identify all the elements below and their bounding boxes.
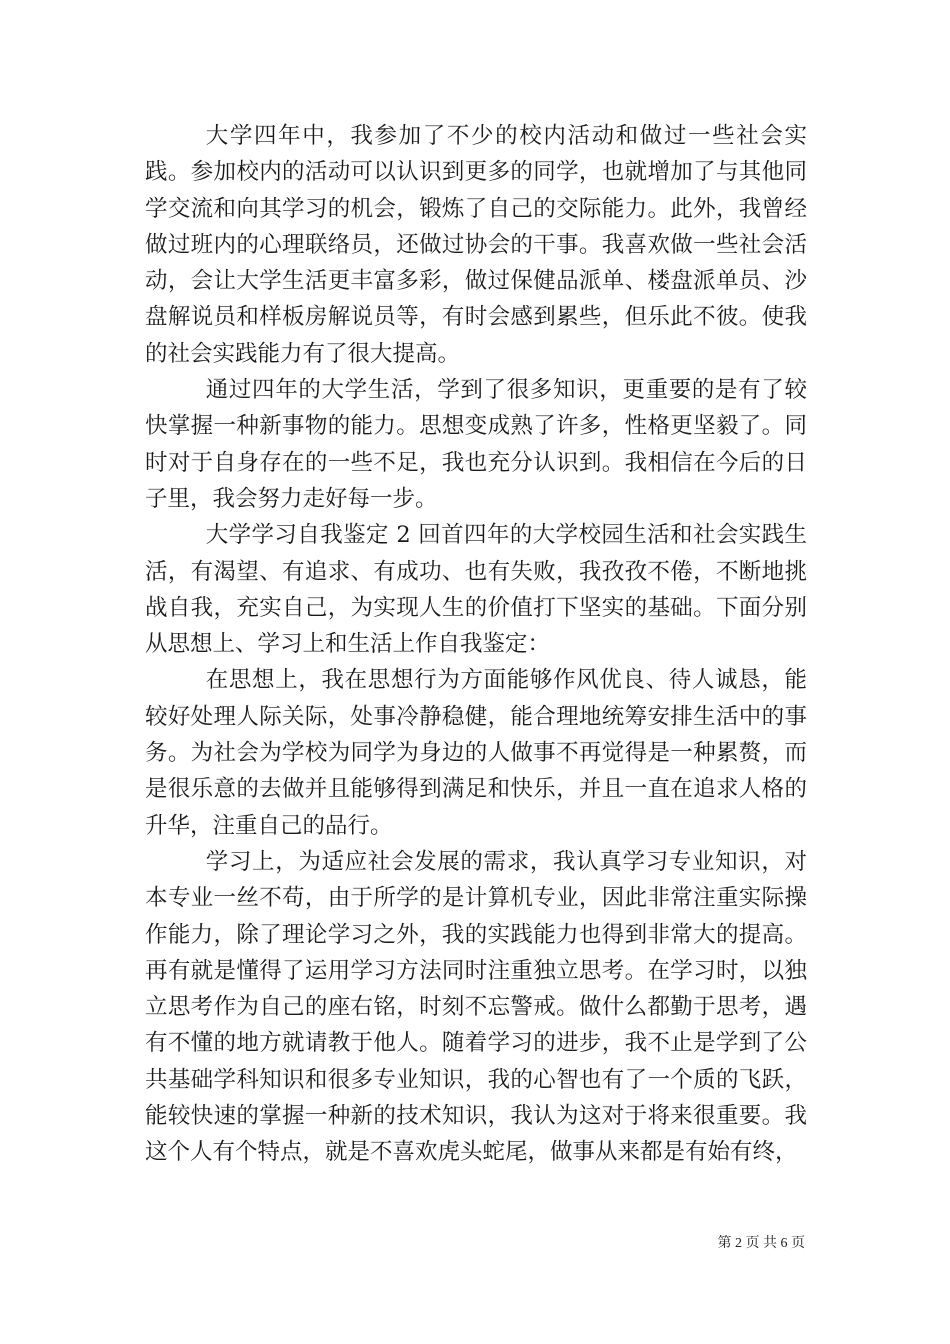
paragraph-growth: 通过四年的大学生活，学到了很多知识，更重要的是有了较快掌握一种新事物的能力。思想变成熟了许多，性格更坚毅了。同时对于自身存在的一些不足，我也充分认识到。我相信在今后的日子里，我会努力走好每一步。 <box>145 377 807 512</box>
paragraph-self-assessment-intro: 大学学习自我鉴定 2 回首四年的大学校园生活和社会实践生活，有渴望、有追求、有成功、也有失败，我孜孜不倦，不断地挑战自我，充实自己，为实现人生的价值打下坚实的基础。下面分别从思想上、学习上和生活上作自我鉴定： <box>145 522 807 658</box>
page-number-footer: 第 2 页 共 6 页 <box>717 1236 805 1251</box>
paragraph-study: 学习上，为适应社会发展的需求，我认真学习专业知识，对本专业一丝不苟，由于所学的是计算机专业，因此非常注重实际操作能力，除了理论学习之外，我的实践能力也得到非常大的提高。再有就是懂得了运用学习方法同时注重独立思考。在学习时，以独立思考作为自己的座右铭，时刻不忘警戒。做什么都勤于思考，遇有不懂的地方就请教于他人。随着学习的进步，我不止是学到了公共基础学科知识和很多专业知识，我的心智也有了一个质的飞跃，能较快速的掌握一种新的技术知识，我认为这对于将来很重要。我这个人有个特点，就是不喜欢虎头蛇尾，做事从来都是有始有终， <box>145 848 807 1166</box>
document-body <box>145 118 807 1171</box>
paragraph-ideology: 在思想上，我在思想行为方面能够作风优良、待人诚恳，能较好处理人际关际，处事冷静稳健，能合理地统筹安排生活中的事务。为社会为学校为同学为身边的人做事不再觉得是一种累赘，而是很乐意的去做并且能够得到满足和快乐，并且一直在追求人格的升华，注重自己的品行。 <box>145 667 807 839</box>
paragraph-activities: 大学四年中，我参加了不少的校内活动和做过一些社会实践。参加校内的活动可以认识到更多的同学，也就增加了与其他同学交流和向其学习的机会，锻炼了自己的交际能力。此外，我曾经做过班内的心理联络员，还做过协会的干事。我喜欢做一些社会活动，会让大学生活更丰富多彩，做过保健品派单、楼盘派单员、沙盘解说员和样板房解说员等，有时会感到累些，但乐此不彼。使我的社会实践能力有了很大提高。 <box>145 123 807 367</box>
